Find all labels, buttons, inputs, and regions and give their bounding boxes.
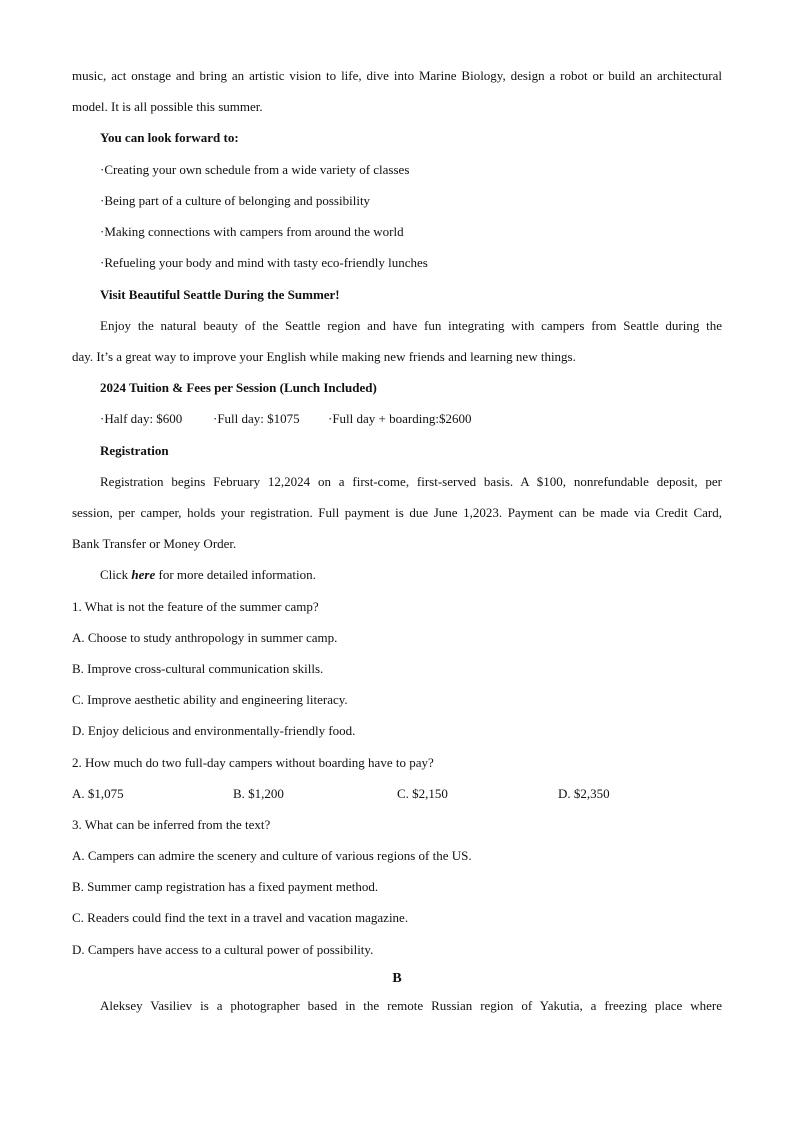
seattle-heading: Visit Beautiful Seattle During the Summer! — [100, 287, 340, 302]
bullet-item: ·Making connections with campers from around the world — [100, 224, 404, 239]
click-prefix: Click — [100, 567, 132, 582]
seattle-line-2: day. It’s a great way to improve your English while making new friends and learning new things. — [72, 349, 576, 364]
question-1-option-c: C. Improve aesthetic ability and engineering literacy. — [72, 692, 348, 707]
registration-line-3: Bank Transfer or Money Order. — [72, 536, 237, 551]
question-3-option-c: C. Readers could find the text in a travel and vacation magazine. — [72, 910, 409, 925]
question-3-option-a: A. Campers can admire the scenery and culture of various regions of the US. — [72, 848, 472, 863]
click-suffix: for more detailed information. — [155, 567, 316, 582]
question-3-stem: 3. What can be inferred from the text? — [72, 817, 271, 832]
question-1-stem: 1. What is not the feature of the summer camp? — [72, 599, 319, 614]
fee-full-day: ·Full day: $1075 — [213, 411, 300, 426]
registration-line-1: Registration begins February 12,2024 on a first-come, first-served basis. A $100, nonrefundable deposit, per — [100, 474, 722, 489]
question-2-option-b: B. $1,200 — [233, 786, 284, 801]
here-link[interactable]: here — [131, 567, 156, 582]
passage-b-label: B — [392, 971, 402, 986]
question-3-option-b: B. Summer camp registration has a fixed payment method. — [72, 879, 379, 894]
registration-heading: Registration — [100, 443, 169, 458]
question-2-option-d: D. $2,350 — [558, 786, 610, 801]
click-here-line — [100, 566, 722, 584]
fee-half-day: ·Half day: $600 — [100, 411, 183, 426]
question-2-stem: 2. How much do two full-day campers without boarding have to pay? — [72, 755, 434, 770]
passage-b-line-1: Aleksey Vasiliev is a photographer based in the remote Russian region of Yakutia, a freezing place where — [100, 998, 722, 1013]
intro-line-2: model. It is all possible this summer. — [72, 99, 263, 114]
bullet-item: ·Creating your own schedule from a wide variety of classes — [100, 162, 410, 177]
question-2-option-c: C. $2,150 — [397, 786, 448, 801]
question-2-option-a: A. $1,075 — [72, 786, 124, 801]
registration-line-2: session, per camper, holds your registration. Full payment is due June 1,2023. Payment can be made via Credit Card, — [72, 505, 722, 520]
tuition-heading: 2024 Tuition & Fees per Session (Lunch Included) — [100, 380, 377, 395]
question-1-option-a: A. Choose to study anthropology in summer camp. — [72, 630, 338, 645]
question-1-option-b: B. Improve cross-cultural communication skills. — [72, 661, 324, 676]
look-forward-heading: You can look forward to: — [100, 130, 239, 145]
intro-line-1: music, act onstage and bring an artistic vision to life, dive into Marine Biology, design a robot or build an architectural — [72, 68, 722, 83]
bullet-item: ·Being part of a culture of belonging and possibility — [100, 193, 371, 208]
seattle-line-1: Enjoy the natural beauty of the Seattle region and have fun integrating with campers from Seattle during the — [100, 318, 722, 333]
bullet-item: ·Refueling your body and mind with tasty eco-friendly lunches — [100, 255, 428, 270]
question-3-option-d: D. Campers have access to a cultural power of possibility. — [72, 942, 374, 957]
fee-full-day-boarding: ·Full day + boarding:$2600 — [328, 411, 472, 426]
question-1-option-d: D. Enjoy delicious and environmentally-friendly food. — [72, 723, 356, 738]
